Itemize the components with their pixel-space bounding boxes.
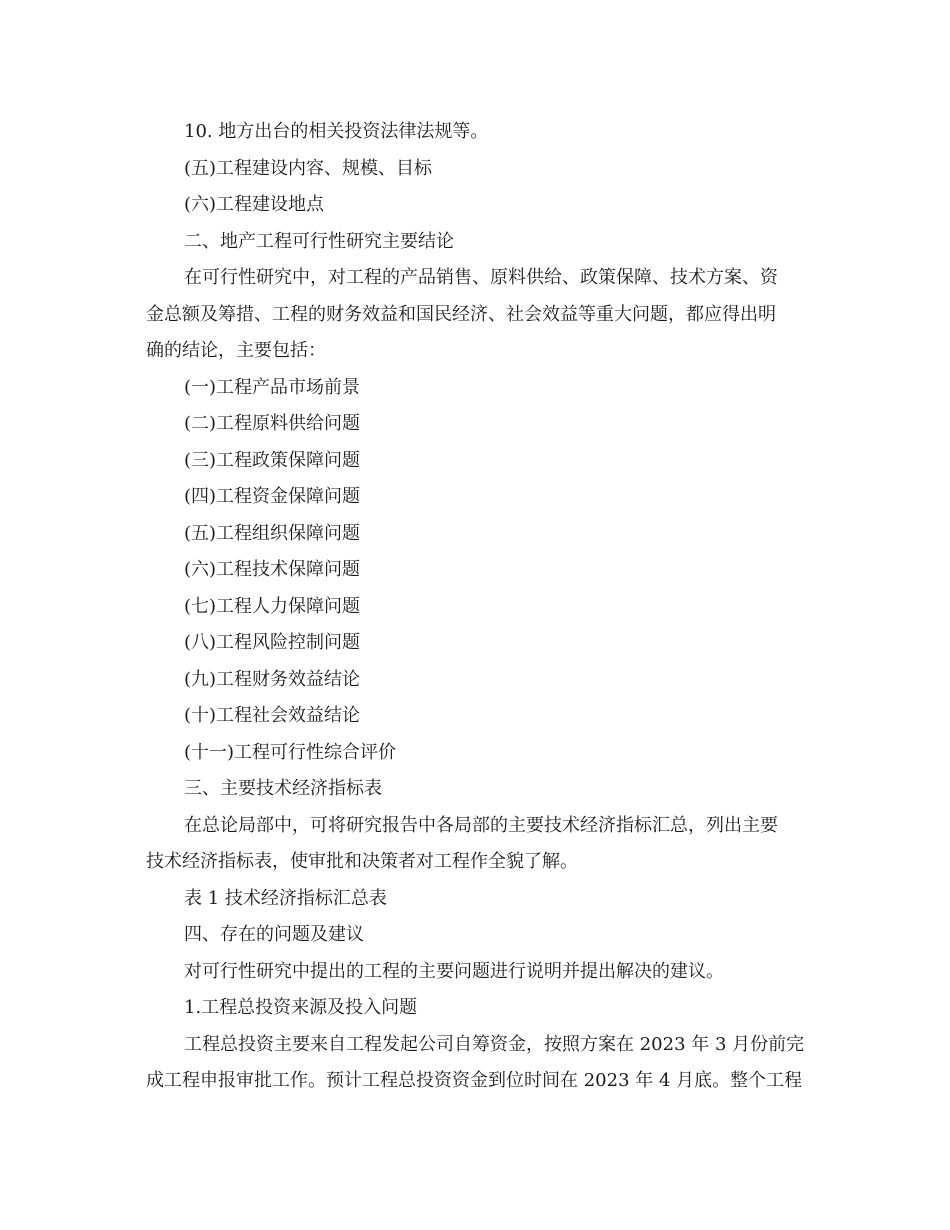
paragraph-line: 技术经济指标表，使审批和决策者对工程作全貌了解。 [146, 851, 578, 872]
list-item: (十)工程社会效益结论 [184, 705, 361, 726]
list-item: (九)工程财务效益结论 [184, 668, 361, 690]
text-line-3: (六)工程建设地点 [184, 194, 325, 215]
paragraph-line: 成工程申报审批工作。预计工程总投资资金到位时间在 2023 年 4 月底。整个工程 [146, 1070, 803, 1091]
list-item: (五)工程组织保障问题 [184, 522, 361, 544]
list-item: (八)工程风险控制问题 [184, 632, 361, 653]
paragraph-line: 金总额及筹措、工程的财务效益和国民经济、社会效益等重大问题，都应得出明 [146, 303, 776, 325]
list-item: (二)工程原料供给问题 [184, 413, 361, 434]
text-line-2: (五)工程建设内容、规模、目标 [184, 157, 433, 179]
list-item: (三)工程政策保障问题 [184, 449, 361, 471]
table-caption: 表 1 技术经济指标汇总表 [184, 887, 387, 909]
section-heading-3: 三、主要技术经济指标表 [184, 778, 382, 799]
paragraph-line: 确的结论，主要包括： [146, 340, 326, 361]
list-item: (四)工程资金保障问题 [184, 486, 361, 507]
text-line-1: 10. 地方出台的相关投资法律法规等。 [184, 121, 489, 142]
list-item: (一)工程产品市场前景 [184, 376, 361, 398]
section-heading-4: 四、存在的问题及建议 [184, 924, 364, 945]
paragraph-line: 对可行性研究中提出的工程的主要问题进行说明并提出解决的建议。 [184, 960, 724, 982]
paragraph-line: 在可行性研究中，对工程的产品销售、原料供给、政策保障、技术方案、资 [184, 267, 778, 288]
list-item: (七)工程人力保障问题 [184, 595, 361, 617]
paragraph-line: 工程总投资主要来自工程发起公司自筹资金，按照方案在 2023 年 3 月份前完 [184, 1033, 805, 1055]
list-item: (六)工程技术保障问题 [184, 559, 361, 580]
paragraph-line: 在总论局部中，可将研究报告中各局部的主要技术经济指标汇总，列出主要 [184, 814, 778, 836]
section-heading-2: 二、地产工程可行性研究主要结论 [184, 230, 454, 252]
list-item: (十一)工程可行性综合评价 [184, 741, 397, 763]
subsection-heading: 1.工程总投资来源及投入问题 [184, 997, 418, 1018]
